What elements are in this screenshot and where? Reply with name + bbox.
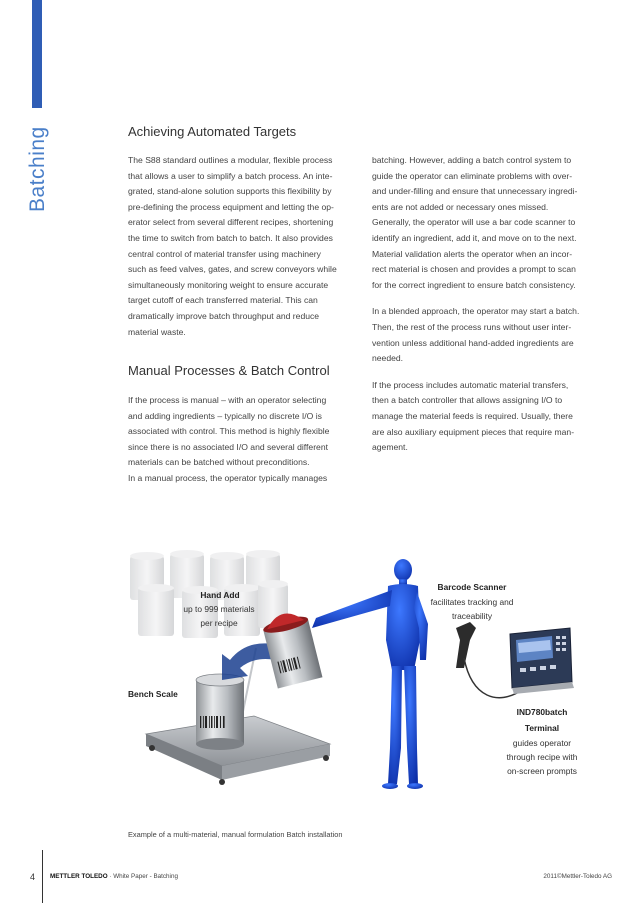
text-line: If the process includes automatic material transfers, — [372, 379, 569, 390]
text-line: pre-defining the process equipment and letting the op- — [128, 201, 334, 212]
terminal-title-1: IND780batch — [516, 707, 568, 717]
heading-manual-processes: Manual Processes & Batch Control — [128, 363, 330, 378]
hand-add-title: Hand Add — [200, 590, 240, 600]
text-line: simultaneously monitoring weight to ensure accurate — [128, 279, 329, 290]
text-line: ents are not added or necessary ones missed. — [372, 201, 549, 212]
body-manual-processes — [128, 393, 364, 498]
footer-divider — [42, 850, 43, 903]
page-number: 4 — [30, 872, 36, 882]
barcode-scanner-title: Barcode Scanner — [437, 582, 507, 592]
brand-name: METTLER TOLEDO — [50, 873, 108, 880]
text-line: Then, the rest of the process runs without user inter- — [372, 321, 572, 332]
text-line: The S88 standard outlines a modular, flexible process — [128, 155, 333, 165]
text-line: the time to switch from batch to batch. It also provides — [128, 232, 333, 243]
text-line: erator select from several different recipes, shortening — [128, 217, 334, 228]
heading-automated-targets: Achieving Automated Targets — [128, 124, 297, 139]
text-line: In a manual process, the operator typically manages — [128, 472, 328, 483]
bench-scale-label: Bench Scale — [128, 689, 178, 699]
barcode-scanner-line1: facilitates tracking and — [430, 597, 514, 607]
terminal-title-2: Terminal — [524, 723, 560, 733]
text-line: agement. — [372, 442, 408, 453]
text-line: guide the operator can eliminate problems with over- — [372, 170, 573, 181]
text-line: batching. However, adding a batch control system to — [372, 155, 572, 165]
footer-document-title — [50, 873, 178, 880]
text-line: target cutoff of each transferred material. This can — [128, 295, 318, 306]
text-line: such as feed valves, gates, and screw conveyors while — [128, 264, 337, 275]
text-line: materials can be batched without preconditions. — [128, 457, 310, 468]
text-line: are also auxiliary equipment pieces that require man- — [372, 426, 575, 437]
text-line: and adding ingredients – typically no discrete I/O is — [128, 410, 322, 421]
text-line: If the process is manual – with an operator selecting — [128, 395, 327, 405]
text-line: Generally, the operator will use a bar code scanner to — [372, 217, 576, 228]
text-line: needed. — [372, 353, 404, 364]
accent-bar — [32, 0, 42, 108]
body-automated-targets — [128, 153, 364, 351]
text-line: identify an ingredient, add it, and move on to the next. — [372, 232, 577, 243]
paragraph — [128, 393, 364, 487]
text-line: then a batch controller that allows assigning I/O to — [372, 395, 563, 406]
text-line: manage the material feeds is required. Usually, there — [372, 410, 573, 421]
text-line: vention unless additional hand-added ingredients are — [372, 337, 574, 348]
barcode-scanner-line2: traceability — [451, 611, 493, 621]
figure-caption: Example of a multi-material, manual formulation Batch installation — [128, 830, 343, 839]
hand-add-line1: up to 999 materials — [183, 604, 255, 614]
text-line: rect material is chosen and provides a prompt to scan — [372, 264, 576, 275]
weighing-bucket — [196, 674, 244, 750]
text-line: material waste. — [128, 326, 186, 337]
text-line: dramatically improve batch throughput and reduce — [128, 310, 320, 321]
text-line: that allows a user to simplify a batch process. An inte- — [128, 170, 333, 181]
hand-add-line2: per recipe — [200, 618, 238, 628]
text-line: associated with control. This method is highly flexible — [128, 426, 330, 437]
text-line: and under-filling and ensure that unnecessary ingredi- — [372, 186, 578, 197]
text-line: central control of material transfer using machinery — [128, 248, 321, 259]
paragraph — [372, 378, 612, 456]
footer-copyright: 2011©Mettler-Toledo AG — [543, 873, 612, 880]
text-line: In a blended approach, the operator may start a batch. — [372, 306, 580, 317]
body-right-column — [372, 153, 612, 467]
paragraph — [128, 153, 364, 340]
terminal-line3: on-screen prompts — [507, 766, 577, 776]
paragraph — [372, 153, 612, 293]
paragraph — [372, 304, 612, 366]
text-line: since there is no associated I/O and several different — [128, 441, 328, 452]
terminal-line2: through recipe with — [506, 752, 578, 762]
terminal-line1: guides operator — [512, 738, 572, 748]
document-title: · White Paper - Batching — [107, 873, 178, 880]
text-line: grated, stand-alone solution supports this flexibility by — [128, 186, 332, 197]
ind780-terminal — [510, 628, 574, 694]
text-line: Material validation alerts the operator when an incor- — [372, 248, 573, 259]
section-sidebar-title: Batching — [26, 126, 49, 212]
text-line: for the correct ingredient to ensure batch consistency. — [372, 279, 576, 290]
pour-arrow — [222, 643, 276, 680]
